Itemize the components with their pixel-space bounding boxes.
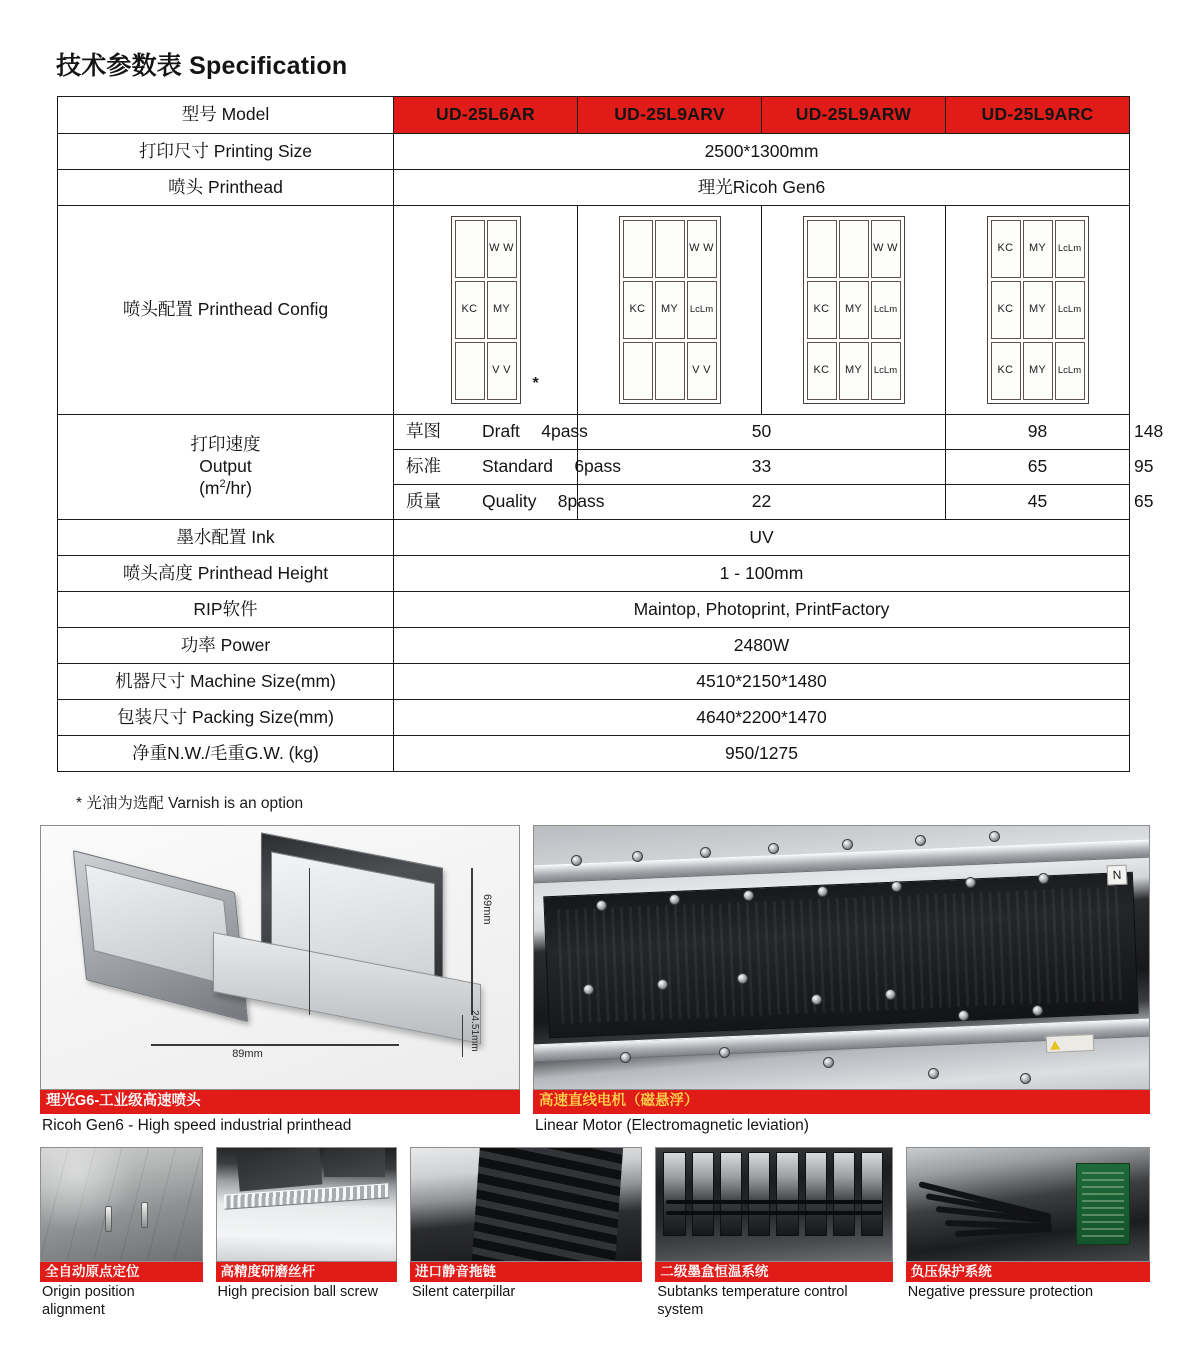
- printhead-slot: [807, 220, 837, 278]
- photo-subtanks: [655, 1147, 892, 1262]
- row-label-weight: 净重N.W./毛重G.W. (kg): [58, 736, 394, 772]
- printhead-slot: KC: [807, 342, 837, 400]
- printhead-config-grid: [803, 216, 905, 404]
- table-row-printhead-height: [58, 556, 1130, 592]
- ball-screw-illustration: [217, 1148, 396, 1261]
- printhead-slot: [655, 342, 685, 400]
- table-row-ink: [58, 520, 1130, 556]
- table-row-power: [58, 628, 1130, 664]
- speed-mode-standard-en: Standard: [482, 456, 554, 477]
- printhead-config-diagram-4: [946, 212, 1129, 408]
- printhead-slot: V V: [687, 342, 717, 400]
- speed-mode-quality: [394, 485, 605, 520]
- speed-mode-draft-en: Draft: [482, 421, 520, 442]
- speed-value-quality-c3: 45: [946, 485, 1130, 520]
- printhead-config-column: [807, 220, 837, 400]
- caption-cn-linear-motor: 高速直线电机（磁悬浮）: [533, 1090, 1150, 1114]
- value-machine-size: 4510*2150*1480: [394, 664, 1130, 700]
- table-row-printhead: [58, 170, 1130, 206]
- printhead-slot: W W: [487, 220, 517, 278]
- caption-en-linear-motor: Linear Motor (Electromagnetic leviation): [535, 1116, 809, 1134]
- printhead-config-diagram-3: [762, 212, 945, 408]
- dimension-label-width: 89mm: [232, 1048, 263, 1061]
- caterpillar-illustration: [411, 1148, 641, 1261]
- dimension-label-height: 69mm: [480, 894, 493, 925]
- printhead-slot: KC: [991, 281, 1021, 339]
- dimension-line-height-2: [471, 868, 472, 1015]
- negative-pressure-illustration: [907, 1148, 1149, 1261]
- printhead-config-column: [991, 220, 1021, 400]
- printhead-slot: MY: [839, 281, 869, 339]
- speed-value-quality-c12: 22: [578, 485, 946, 520]
- photo-silent-caterpillar: [410, 1147, 642, 1262]
- printhead-slot: LcLm: [687, 281, 717, 339]
- warning-label-icon: [1045, 1034, 1094, 1053]
- table-row-rip: [58, 592, 1130, 628]
- row-label-power: 功率 Power: [58, 628, 394, 664]
- photo-printhead: [40, 825, 520, 1090]
- controller-board: [1076, 1163, 1129, 1244]
- caterpillar-chain: [471, 1148, 622, 1261]
- panel-ball-screw: [216, 1147, 397, 1320]
- model-header-1: UD-25L6AR: [394, 97, 578, 134]
- subtanks-illustration: [656, 1148, 891, 1261]
- varnish-option-asterisk: *: [532, 375, 539, 392]
- caption-en-silent-caterpillar: Silent caterpillar: [412, 1284, 516, 1301]
- photo-row-top: [40, 825, 1150, 1136]
- printhead-config-cell-4: [946, 206, 1130, 415]
- photo-negative-pressure: [906, 1147, 1150, 1262]
- table-row-machine-size: [58, 664, 1130, 700]
- printhead-config-column: [655, 220, 685, 400]
- row-label-printhead-config: 喷头配置 Printhead Config: [58, 206, 394, 415]
- printhead-slot: W W: [687, 220, 717, 278]
- specification-table: [57, 96, 1164, 772]
- output-label-cn: 打印速度: [190, 434, 261, 455]
- printhead-slot: KC: [991, 342, 1021, 400]
- printhead-slot: MY: [1023, 281, 1053, 339]
- table-row-model: [58, 97, 1130, 134]
- printhead-config-grid: [619, 216, 721, 404]
- page-title: 技术参数表 Specification: [56, 52, 348, 80]
- printhead-slot: KC: [807, 281, 837, 339]
- row-label-machine-size: 机器尺寸 Machine Size(mm): [58, 664, 394, 700]
- speed-mode-draft-pass: 4pass: [541, 421, 588, 442]
- printhead-config-cell-1: [394, 206, 578, 415]
- printhead-slot: LcLm: [871, 281, 901, 339]
- output-label-en: Output: [199, 456, 252, 477]
- varnish-footnote: * 光油为选配 Varnish is an option: [76, 795, 304, 812]
- printhead-config-cell-3: [762, 206, 946, 415]
- output-label-unit: $(m^2/hr)$: [199, 477, 252, 498]
- speed-mode-standard: [394, 450, 622, 485]
- speed-mode-quality-pass: 8pass: [557, 491, 605, 512]
- table-row-weight: [58, 736, 1130, 772]
- dimension-label-depth: 24.51mm: [468, 1010, 480, 1052]
- row-label-model: 型号 Model: [58, 97, 394, 134]
- printhead-config-column: [871, 220, 901, 400]
- photo-linear-motor: [533, 825, 1150, 1090]
- caption-en-ball-screw: High precision ball screw: [217, 1284, 378, 1301]
- row-label-packing-size: 包装尺寸 Packing Size(mm): [58, 700, 394, 736]
- caption-cn-subtanks: 二级墨盒恒温系统: [655, 1262, 892, 1283]
- dimension-line-height: [309, 868, 310, 1015]
- printhead-config-diagram-1: [394, 212, 577, 408]
- motor-magnet-bar: [544, 872, 1140, 1039]
- printhead-slot: LcLm: [871, 342, 901, 400]
- speed-mode-draft-cn: 草图: [406, 421, 441, 442]
- printhead-slot: V V: [487, 342, 517, 400]
- row-label-rip: RIP软件: [58, 592, 394, 628]
- printhead-slot: MY: [655, 281, 685, 339]
- printhead-slot: W W: [871, 220, 901, 278]
- speed-mode-quality-en: Quality: [482, 491, 537, 512]
- printhead-config-column: [1055, 220, 1085, 400]
- speed-mode-quality-cn: 质量: [406, 491, 441, 512]
- panel-subtanks: [655, 1147, 892, 1320]
- printhead-slot: KC: [455, 281, 485, 339]
- speed-mode-draft-inner: [394, 421, 588, 443]
- caption-en-subtanks: Subtanks temperature control system: [657, 1284, 848, 1318]
- printhead-config-column: [1023, 220, 1053, 400]
- model-header-4: UD-25L9ARC: [946, 97, 1130, 134]
- row-label-printhead: 喷头 Printhead: [58, 170, 394, 206]
- printhead-slot: MY: [1023, 220, 1053, 278]
- printhead-slot: [623, 220, 653, 278]
- printhead-slot: MY: [487, 281, 517, 339]
- caption-cn-silent-caterpillar: 进口静音拖链: [410, 1262, 642, 1283]
- row-label-printhead-height: 喷头高度 Printhead Height: [58, 556, 394, 592]
- printhead-slot: [455, 342, 485, 400]
- caption-cn-printhead: 理光G6-工业级高速喷头: [40, 1090, 520, 1114]
- value-rip: Maintop, Photoprint, PrintFactory: [394, 592, 1130, 628]
- photo-row-bottom: [40, 1147, 1150, 1320]
- value-printhead-height: 1 - 100mm: [394, 556, 1130, 592]
- panel-silent-caterpillar: [410, 1147, 642, 1320]
- row-label-printing-size: 打印尺寸 Printing Size: [58, 134, 394, 170]
- caption-cn-origin-position: 全自动原点定位: [40, 1262, 203, 1283]
- table-row-printhead-config: [58, 206, 1130, 415]
- caption-en-negative-pressure: Negative pressure protection: [907, 1284, 1094, 1301]
- photo-ball-screw: [216, 1147, 397, 1262]
- table-row-printing-size: [58, 134, 1130, 170]
- speed-value-draft-c3: 98: [946, 415, 1130, 450]
- speed-mode-quality-inner: [394, 491, 605, 513]
- origin-position-illustration: [41, 1148, 202, 1261]
- printhead-config-grid: [451, 216, 521, 404]
- table-row-output-quality: 质量 Quality 8pass 22 45 65: [58, 485, 1130, 520]
- value-weight: 950/1275: [394, 736, 1130, 772]
- printhead-config-column: [839, 220, 869, 400]
- printhead-config-diagram-2: [578, 212, 761, 408]
- printhead-slot: [623, 342, 653, 400]
- row-label-ink: 墨水配置 Ink: [58, 520, 394, 556]
- dimension-line-depth: [462, 1015, 463, 1057]
- printhead-slot: LcLm: [1055, 281, 1085, 339]
- printhead-config-cell-2: [578, 206, 762, 415]
- dimension-line-width: [151, 1044, 400, 1045]
- printhead-slot: LcLm: [1055, 220, 1085, 278]
- value-packing-size: 4640*2200*1470: [394, 700, 1130, 736]
- printhead-config-column: [687, 220, 717, 400]
- printhead-slot: [839, 220, 869, 278]
- panel-negative-pressure: [906, 1147, 1150, 1320]
- speed-value-draft-c12: 50: [578, 415, 946, 450]
- output-unit-exponent: 2: [219, 478, 226, 491]
- printhead-illustration: [41, 826, 519, 1089]
- photo-origin-position: [40, 1147, 203, 1262]
- printhead-slot: [655, 220, 685, 278]
- printhead-slot: KC: [623, 281, 653, 339]
- linear-motor-illustration: [534, 826, 1149, 1089]
- printhead-config-column: [455, 220, 485, 400]
- caption-en-origin-position: Origin position alignment: [42, 1284, 135, 1318]
- speed-mode-draft: [394, 415, 588, 450]
- printhead-slot: [455, 220, 485, 278]
- panel-printhead: [40, 825, 520, 1136]
- speed-mode-standard-inner: [394, 456, 622, 478]
- value-printing-size: 2500*1300mm: [394, 134, 1130, 170]
- printhead-config-column: [487, 220, 517, 400]
- speed-mode-standard-pass: 6pass: [574, 456, 622, 477]
- panel-linear-motor: [533, 825, 1150, 1136]
- value-power: 2480W: [394, 628, 1130, 664]
- table-row-packing-size: [58, 700, 1130, 736]
- model-header-3: UD-25L9ARW: [762, 97, 946, 134]
- caption-cn-negative-pressure: 负压保护系统: [906, 1262, 1150, 1283]
- printhead-slot: MY: [1023, 342, 1053, 400]
- model-header-2: UD-25L9ARV: [578, 97, 762, 134]
- printhead-slot: KC: [991, 220, 1021, 278]
- table-row-output-draft: 打印速度 Output $(m^2/hr)$ 草图 Draft 4pass 50 98 148: [58, 415, 1130, 450]
- caption-en-printhead: Ricoh Gen6 - High speed industrial printhead: [42, 1116, 352, 1134]
- speed-value-standard-c3: 65: [946, 450, 1130, 485]
- printhead-slot: LcLm: [1055, 342, 1085, 400]
- speed-value-standard-c12: 33: [578, 450, 946, 485]
- table-row-output-standard: 标准 Standard 6pass 33 65 95: [58, 450, 1130, 485]
- printhead-config-column: [623, 220, 653, 400]
- speed-mode-standard-cn: 标准: [406, 456, 441, 477]
- row-label-output: [58, 415, 394, 520]
- value-ink: UV: [394, 520, 1130, 556]
- caption-cn-ball-screw: 高精度研磨丝杆: [216, 1262, 397, 1283]
- value-printhead: 理光Ricoh Gen6: [394, 170, 1130, 206]
- specification-table-container: [57, 96, 1164, 772]
- printhead-slot: MY: [839, 342, 869, 400]
- photo-panels: [40, 825, 1150, 1319]
- panel-origin-position: [40, 1147, 203, 1320]
- printhead-config-grid: [987, 216, 1089, 404]
- motor-polarity-badge: N: [1107, 865, 1128, 886]
